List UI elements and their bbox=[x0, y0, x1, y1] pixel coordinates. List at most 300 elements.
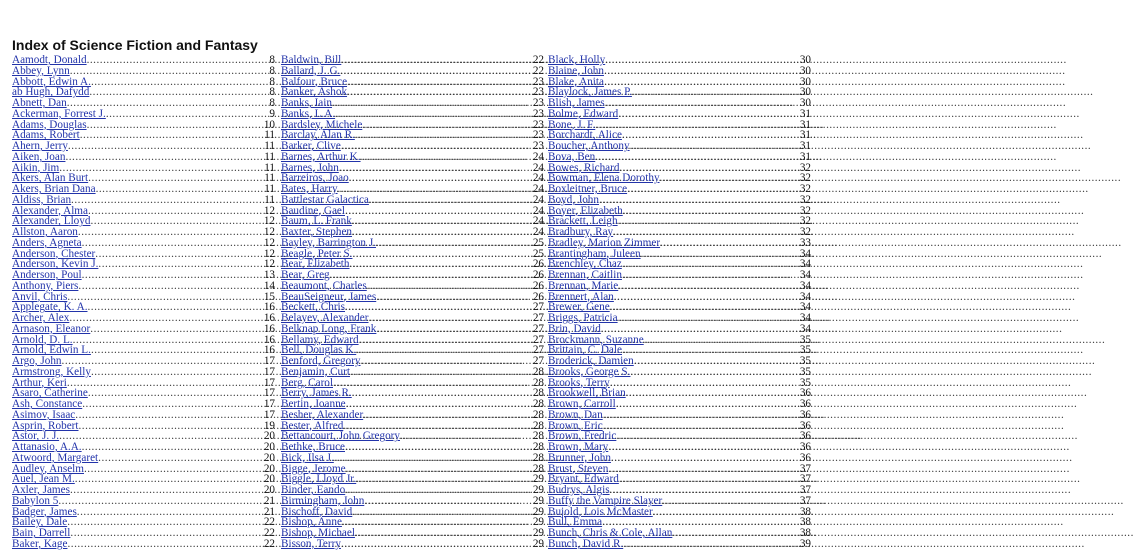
author-link[interactable]: Baker, Kage bbox=[12, 537, 68, 550]
page-number: 32 bbox=[799, 215, 811, 228]
page-number: 11 bbox=[264, 183, 275, 195]
page-number: 29 bbox=[532, 473, 544, 486]
author-link[interactable]: Blaylock, James P. bbox=[548, 86, 632, 99]
author-link[interactable]: Barreiros, Joao bbox=[281, 172, 349, 185]
author-link[interactable]: Bova, Ben bbox=[548, 150, 596, 163]
page-number: 12 bbox=[263, 215, 275, 228]
author-link[interactable]: Brookwell, Brian bbox=[548, 387, 626, 400]
page-number: 22 bbox=[263, 537, 275, 550]
page-number: 36 bbox=[799, 398, 811, 410]
dot-leader bbox=[363, 410, 533, 421]
author-link[interactable]: Alexander, Alma bbox=[12, 204, 88, 217]
page-number: 16 bbox=[263, 333, 275, 346]
author-link[interactable]: Audley, Anselm bbox=[12, 462, 84, 475]
index-entry bbox=[548, 539, 811, 550]
page-number: 27 bbox=[532, 333, 544, 346]
page-number: 33 bbox=[799, 236, 811, 249]
author-link[interactable]: Bettancourt, John Gregory bbox=[281, 430, 400, 443]
index-column-2 bbox=[281, 55, 544, 550]
author-link[interactable]: Baldwin, Bill bbox=[281, 54, 342, 66]
index-entry bbox=[281, 410, 544, 421]
dot-leader bbox=[376, 324, 532, 335]
page-number: 24 bbox=[532, 215, 544, 228]
dot-leader bbox=[367, 281, 533, 292]
index-entry bbox=[281, 109, 544, 120]
author-link[interactable]: Adams, Douglas bbox=[12, 118, 87, 131]
page-number: 32 bbox=[799, 226, 811, 238]
author-link[interactable]: Abnett, Dan bbox=[12, 97, 67, 109]
page-number: 26 bbox=[532, 279, 544, 292]
index-entry bbox=[548, 66, 811, 77]
author-link[interactable]: Anderson, Kevin J. bbox=[12, 258, 99, 271]
author-link[interactable]: Bishop, Michael bbox=[281, 527, 355, 539]
page-number: 28 bbox=[532, 441, 544, 453]
page-number: 22 bbox=[532, 54, 544, 66]
author-link[interactable]: Bell, Douglas K. bbox=[281, 344, 357, 357]
index-entry bbox=[548, 281, 811, 292]
author-link[interactable]: Brennan, Marie bbox=[548, 279, 619, 292]
index-entry bbox=[12, 238, 275, 249]
page-number: 30 bbox=[799, 86, 811, 99]
page-number: 34 bbox=[799, 312, 811, 324]
author-link[interactable]: Asaro, Catherine bbox=[12, 387, 88, 400]
author-link[interactable]: Armstrong, Kelly bbox=[12, 365, 91, 378]
author-link[interactable]: Barclay, Alan R. bbox=[281, 129, 355, 142]
page-number: 35 bbox=[799, 344, 811, 357]
author-link[interactable]: Brin, David bbox=[548, 322, 601, 335]
page-number: 23 bbox=[532, 118, 544, 131]
author-link[interactable]: Binder, Eando bbox=[281, 484, 346, 496]
page-number: 30 bbox=[799, 97, 811, 109]
author-link[interactable]: Axler, James bbox=[12, 484, 70, 496]
page-number: 37 bbox=[799, 462, 811, 475]
author-link[interactable]: Brust, Steven bbox=[548, 462, 609, 475]
author-link[interactable]: Aikin, Jim bbox=[12, 161, 60, 174]
page-number: 34 bbox=[799, 322, 811, 335]
page-number: 19 bbox=[263, 419, 275, 432]
author-link[interactable]: Brooks, George S. bbox=[548, 365, 631, 378]
page-number: 27 bbox=[532, 344, 544, 357]
author-link[interactable]: Brown, Mary bbox=[548, 441, 609, 453]
author-link[interactable]: Bowes, Richard bbox=[548, 161, 620, 174]
index-entry bbox=[12, 66, 275, 77]
page-number: 11 bbox=[264, 140, 275, 152]
page-number: 31 bbox=[799, 129, 811, 142]
author-link[interactable]: Banks, L.A. bbox=[281, 107, 336, 120]
page-number: 34 bbox=[799, 301, 811, 314]
page-number: 35 bbox=[799, 333, 811, 346]
author-link[interactable]: Akers, Brian Dana bbox=[12, 183, 96, 195]
dot-leader bbox=[334, 453, 533, 464]
page-number: 30 bbox=[799, 75, 811, 88]
author-link[interactable]: Bull, Emma bbox=[548, 516, 603, 529]
author-link[interactable]: Argo, John bbox=[12, 355, 62, 367]
author-link[interactable]: Anderson, Poul bbox=[12, 269, 82, 281]
author-link[interactable]: Barnes, John bbox=[281, 161, 339, 174]
dot-leader bbox=[70, 66, 270, 77]
author-link[interactable]: Boyd, John bbox=[548, 193, 599, 206]
page-number: 11 bbox=[264, 172, 275, 185]
index-entry bbox=[281, 152, 544, 163]
author-link[interactable]: Aiken, Joan bbox=[12, 150, 66, 163]
page-number: 37 bbox=[799, 484, 811, 496]
author-link[interactable]: Brown, Eric bbox=[548, 419, 603, 432]
page-number: 36 bbox=[799, 408, 811, 421]
index-entry bbox=[548, 453, 811, 464]
page-number: 12 bbox=[263, 247, 275, 260]
dot-leader bbox=[599, 195, 800, 206]
index-entry bbox=[281, 367, 544, 378]
author-link[interactable]: Bester, Alfred bbox=[281, 419, 344, 432]
page-number: 29 bbox=[532, 505, 544, 518]
page-number: 26 bbox=[532, 269, 544, 281]
page-number: 29 bbox=[532, 537, 544, 550]
author-link[interactable]: Bradbury, Ray bbox=[548, 226, 614, 238]
dot-leader bbox=[335, 109, 533, 120]
page-number: 28 bbox=[532, 451, 544, 464]
author-link[interactable]: Belknap Long, Frank bbox=[281, 322, 377, 335]
author-link[interactable]: Beckett, Chris bbox=[281, 301, 346, 314]
page-number: 37 bbox=[799, 494, 811, 507]
author-link[interactable]: Blaine, John bbox=[548, 64, 604, 77]
index-entry bbox=[281, 453, 544, 464]
author-link[interactable]: Beagle, Peter S. bbox=[281, 247, 353, 260]
author-link[interactable]: Ballard, J. G. bbox=[281, 64, 341, 77]
page-number: 20 bbox=[263, 451, 275, 464]
author-link[interactable]: Bick, Ilsa J. bbox=[281, 451, 334, 464]
page-number: 31 bbox=[799, 107, 811, 120]
author-link[interactable]: Barker, Clive bbox=[281, 140, 341, 152]
author-link[interactable]: Archer, Alex bbox=[12, 312, 70, 324]
author-link[interactable]: Brewer, Gene bbox=[548, 301, 610, 314]
page-number: 24 bbox=[532, 172, 544, 185]
author-link[interactable]: Brooks, Terry bbox=[548, 376, 610, 389]
author-link[interactable]: Bailey, Dale bbox=[12, 516, 68, 529]
dot-leader bbox=[350, 367, 533, 378]
dot-leader bbox=[376, 238, 533, 249]
page-number: 9 bbox=[269, 107, 275, 120]
author-link[interactable]: Barnes, Arthur K. bbox=[281, 150, 361, 163]
index-entry bbox=[12, 410, 275, 421]
author-link[interactable]: Abbott, Edwin A. bbox=[12, 75, 91, 88]
dot-leader bbox=[603, 410, 800, 421]
author-link[interactable]: Anders, Agneta bbox=[12, 236, 82, 249]
page-number: 11 bbox=[264, 129, 275, 142]
author-link[interactable]: Blake, Anita bbox=[548, 75, 604, 88]
author-link[interactable]: Boxleitner, Bruce bbox=[548, 183, 628, 195]
author-link[interactable]: Broderick, Damien bbox=[548, 355, 634, 367]
author-link[interactable]: Bone, J. F. bbox=[548, 118, 596, 131]
author-link[interactable]: Asimov, Isaac bbox=[12, 408, 76, 421]
page-number: 20 bbox=[263, 430, 275, 443]
index-entry bbox=[548, 367, 811, 378]
page-number: 13 bbox=[263, 269, 275, 281]
author-link[interactable]: Belayev, Alexander bbox=[281, 312, 369, 324]
dot-leader bbox=[601, 324, 800, 335]
author-link[interactable]: Bolme, Edward bbox=[548, 107, 619, 120]
dot-leader bbox=[660, 238, 800, 249]
author-link[interactable]: Bunch, David R. bbox=[548, 537, 624, 550]
page-number: 8 bbox=[269, 86, 275, 99]
page-number: 12 bbox=[263, 204, 275, 217]
page-number: 23 bbox=[532, 129, 544, 142]
author-link[interactable]: Anthony, Piers bbox=[12, 279, 79, 292]
author-link[interactable]: Anvil, Chris bbox=[12, 290, 68, 303]
author-link[interactable]: Baudine, Gael bbox=[281, 204, 345, 217]
author-link[interactable]: Brunner, John bbox=[548, 451, 611, 464]
page-number: 24 bbox=[532, 204, 544, 217]
author-link[interactable]: Banker, Ashok bbox=[281, 86, 348, 99]
author-link[interactable]: Applegate, K. A. bbox=[12, 301, 88, 314]
page-number: 24 bbox=[532, 193, 544, 206]
index-entry bbox=[12, 195, 275, 206]
author-link[interactable]: Aamodt, Donald bbox=[12, 54, 87, 66]
dot-leader bbox=[618, 281, 800, 292]
page-number: 20 bbox=[263, 473, 275, 486]
author-link[interactable]: Berg, Carol bbox=[281, 376, 333, 389]
page-number: 35 bbox=[799, 355, 811, 367]
dot-leader bbox=[106, 109, 270, 120]
author-link[interactable]: Astor, J. J. bbox=[12, 430, 60, 443]
page-number: 20 bbox=[263, 462, 275, 475]
page-number: 36 bbox=[799, 441, 811, 453]
author-link[interactable]: Adams, Robert bbox=[12, 129, 80, 142]
author-link[interactable]: Auel, Jean M. bbox=[12, 473, 75, 486]
author-link[interactable]: Alexander, Lloyd bbox=[12, 215, 91, 228]
author-link[interactable]: Bunch, Chris & Cole, Allan bbox=[548, 527, 673, 539]
author-link[interactable]: Ahern, Jerry bbox=[12, 140, 68, 152]
index-entry bbox=[12, 324, 275, 335]
index-entry bbox=[548, 496, 811, 507]
author-link[interactable]: Bear, Greg bbox=[281, 269, 330, 281]
page-number: 16 bbox=[263, 344, 275, 357]
author-link[interactable]: Battlestar Galactica bbox=[281, 193, 369, 206]
author-link[interactable]: Bardsley, Michele bbox=[281, 118, 363, 131]
author-link[interactable]: Bethke, Bruce bbox=[281, 441, 345, 453]
page-number: 26 bbox=[532, 290, 544, 303]
author-link[interactable]: Asprin, Robert bbox=[12, 419, 79, 432]
page-number: 17 bbox=[263, 387, 275, 400]
author-link[interactable]: Brennan, Caitlin bbox=[548, 269, 622, 281]
page-number: 8 bbox=[269, 64, 275, 77]
page-number: 11 bbox=[264, 161, 275, 174]
page-number: 28 bbox=[532, 365, 544, 378]
author-link[interactable]: Bowman, Elena Dorothy bbox=[548, 172, 660, 185]
author-link[interactable]: Berry, James R. bbox=[281, 387, 352, 400]
author-link[interactable]: Bates, Harry bbox=[281, 183, 338, 195]
author-link[interactable]: Budrys, Algis bbox=[548, 484, 610, 496]
page-number: 27 bbox=[532, 301, 544, 314]
author-link[interactable]: ab Hugh, Dafydd bbox=[12, 86, 90, 99]
author-link[interactable]: Blish, James bbox=[548, 97, 605, 109]
author-link[interactable]: Bertin, Joanne bbox=[281, 398, 346, 410]
author-link[interactable]: Beaumont, Charles bbox=[281, 279, 367, 292]
author-link[interactable]: Arnold, Edwin L. bbox=[12, 344, 91, 357]
index-entry bbox=[548, 152, 811, 163]
index-entry bbox=[281, 496, 544, 507]
author-link[interactable]: Biggle, Lloyd Jr. bbox=[281, 473, 357, 486]
page-number: 23 bbox=[532, 107, 544, 120]
index-entry bbox=[12, 281, 275, 292]
author-link[interactable]: Baxter, Stephen bbox=[281, 226, 353, 238]
index-entry bbox=[12, 109, 275, 120]
author-link[interactable]: Badger, James bbox=[12, 505, 77, 518]
dot-leader bbox=[90, 324, 264, 335]
author-link[interactable]: Buffy the Vampire Slayer bbox=[548, 494, 663, 507]
author-link[interactable]: Brenchley, Chaz bbox=[548, 258, 622, 271]
page-number: 11 bbox=[264, 150, 275, 163]
page-number: 21 bbox=[263, 494, 275, 507]
author-link[interactable]: Arthur, Keri bbox=[12, 376, 67, 389]
author-link[interactable]: Attanasio, A.A. bbox=[12, 441, 82, 453]
author-link[interactable]: Babylon 5 bbox=[12, 494, 59, 507]
author-link[interactable]: Boyer, Elizabeth bbox=[548, 204, 623, 217]
author-link[interactable]: Bishop, Anne bbox=[281, 516, 342, 529]
dot-leader bbox=[611, 453, 800, 464]
page-number: 32 bbox=[799, 172, 811, 185]
author-link[interactable]: Akers, Alan Burt bbox=[12, 172, 89, 185]
author-link[interactable]: Bradley, Marion Zimmer bbox=[548, 236, 661, 249]
page-number: 22 bbox=[263, 516, 275, 529]
page-number: 8 bbox=[269, 97, 275, 109]
page-number: 29 bbox=[532, 516, 544, 529]
author-link[interactable]: Abbey, Lynn bbox=[12, 64, 70, 77]
page-number: 28 bbox=[532, 408, 544, 421]
index-entry bbox=[281, 195, 544, 206]
index-entry bbox=[548, 195, 811, 206]
page-number: 36 bbox=[799, 387, 811, 400]
author-link[interactable]: Birmingham, John bbox=[281, 494, 365, 507]
page-number: 24 bbox=[532, 226, 544, 238]
page-number: 38 bbox=[799, 527, 811, 539]
dot-leader bbox=[361, 152, 533, 163]
page-number: 17 bbox=[263, 408, 275, 421]
page-number: 39 bbox=[799, 537, 811, 550]
author-link[interactable]: Bisson, Terry bbox=[281, 537, 341, 550]
page-number: 10 bbox=[263, 118, 275, 131]
page-number: 23 bbox=[532, 86, 544, 99]
author-link[interactable]: Bayley, Barrington J. bbox=[281, 236, 376, 249]
dot-leader bbox=[364, 496, 533, 507]
dot-leader bbox=[78, 281, 263, 292]
page-number: 29 bbox=[532, 484, 544, 496]
page-number: 21 bbox=[263, 505, 275, 518]
author-link[interactable]: Aldiss, Brian bbox=[12, 193, 72, 206]
author-link[interactable]: Arnason, Eleanor bbox=[12, 322, 91, 335]
author-link[interactable]: Bigge, Jerome bbox=[281, 462, 346, 475]
page-number: 31 bbox=[799, 140, 811, 152]
author-link[interactable]: Bain, Darrell bbox=[12, 527, 71, 539]
index-entry bbox=[281, 539, 544, 550]
author-link[interactable]: Besher, Alexander bbox=[281, 408, 364, 421]
page-number: 36 bbox=[799, 419, 811, 432]
dot-leader bbox=[604, 66, 800, 77]
page-number: 16 bbox=[263, 312, 275, 324]
page-number: 27 bbox=[532, 312, 544, 324]
author-link[interactable]: Arnold, D. L. bbox=[12, 333, 73, 346]
index-entry bbox=[548, 410, 811, 421]
author-link[interactable]: Black, Holly bbox=[548, 54, 606, 66]
page-number: 25 bbox=[532, 236, 544, 249]
author-link[interactable]: Ash, Constance bbox=[12, 398, 83, 410]
author-link[interactable]: Briggs, Patricia bbox=[548, 312, 618, 324]
author-link[interactable]: Benford, Gregory bbox=[281, 355, 361, 367]
page-number: 16 bbox=[263, 322, 275, 335]
dot-leader bbox=[662, 496, 800, 507]
page-number: 35 bbox=[799, 365, 811, 378]
page-number: 12 bbox=[263, 236, 275, 249]
page-number: 17 bbox=[263, 398, 275, 410]
page-number: 23 bbox=[532, 97, 544, 109]
page-number: 29 bbox=[532, 527, 544, 539]
author-link[interactable]: Brown, Fredric bbox=[548, 430, 617, 443]
dot-leader bbox=[82, 238, 264, 249]
page-number: 32 bbox=[799, 161, 811, 174]
index-column-3 bbox=[548, 55, 811, 550]
author-link[interactable]: BeauSeigneur, James bbox=[281, 290, 377, 303]
page-number: 28 bbox=[532, 398, 544, 410]
author-link[interactable]: Allston, Aaron bbox=[12, 226, 78, 238]
dot-leader bbox=[623, 539, 800, 550]
dot-leader bbox=[58, 496, 264, 507]
index-entry bbox=[548, 324, 811, 335]
page-number: 22 bbox=[263, 527, 275, 539]
dot-leader bbox=[369, 195, 533, 206]
author-link[interactable]: Balfour, Bruce bbox=[281, 75, 348, 88]
author-link[interactable]: Brown, Dan bbox=[548, 408, 603, 421]
index-entry bbox=[281, 238, 544, 249]
page-number: 32 bbox=[799, 193, 811, 206]
page-number: 38 bbox=[799, 505, 811, 518]
author-link[interactable]: Bryant, Edward bbox=[548, 473, 619, 486]
author-link[interactable]: Brown, Carroll bbox=[548, 398, 616, 410]
page-number: 37 bbox=[799, 473, 811, 486]
author-link[interactable]: Brantingham, Juleen bbox=[548, 247, 641, 260]
page-number: 34 bbox=[799, 247, 811, 260]
author-link[interactable]: Banks, Iain bbox=[281, 97, 332, 109]
page-number: 36 bbox=[799, 430, 811, 443]
page-number: 30 bbox=[799, 64, 811, 77]
author-link[interactable]: Borchardt, Alice bbox=[548, 129, 622, 142]
author-link[interactable]: Brennert, Alan bbox=[548, 290, 614, 303]
author-link[interactable]: Benjamin, Curt bbox=[281, 365, 350, 378]
author-link[interactable]: Bujold, Lois McMaster bbox=[548, 505, 653, 518]
author-link[interactable]: Bellamy, Edward bbox=[281, 333, 359, 346]
author-link[interactable]: Bischoff, David bbox=[281, 505, 353, 518]
author-link[interactable]: Baum, L. Frank bbox=[281, 215, 352, 228]
dot-leader bbox=[75, 410, 264, 421]
author-link[interactable]: Atwoord, Margaret bbox=[12, 451, 99, 464]
page-number: 23 bbox=[532, 75, 544, 88]
dot-leader bbox=[65, 152, 264, 163]
author-link[interactable]: Brittain, C. Dale bbox=[548, 344, 622, 357]
index-entry bbox=[12, 539, 275, 550]
page-number: 24 bbox=[532, 150, 544, 163]
page-number: 27 bbox=[532, 355, 544, 367]
author-link[interactable]: Boucher, Anthony bbox=[548, 140, 630, 152]
page-number: 28 bbox=[532, 419, 544, 432]
author-link[interactable]: Brackett, Leigh bbox=[548, 215, 618, 228]
page-number: 17 bbox=[263, 355, 275, 367]
author-link[interactable]: Anderson, Chester bbox=[12, 247, 96, 260]
page-number: 15 bbox=[263, 290, 275, 303]
author-link[interactable]: Bear, Elizabeth bbox=[281, 258, 350, 271]
page-number: 12 bbox=[263, 258, 275, 271]
page-number: 23 bbox=[532, 140, 544, 152]
author-link[interactable]: Brockmann, Suzanne bbox=[548, 333, 644, 346]
author-link[interactable]: Ackerman, Forrest J. bbox=[12, 107, 106, 120]
page-number: 34 bbox=[799, 258, 811, 271]
